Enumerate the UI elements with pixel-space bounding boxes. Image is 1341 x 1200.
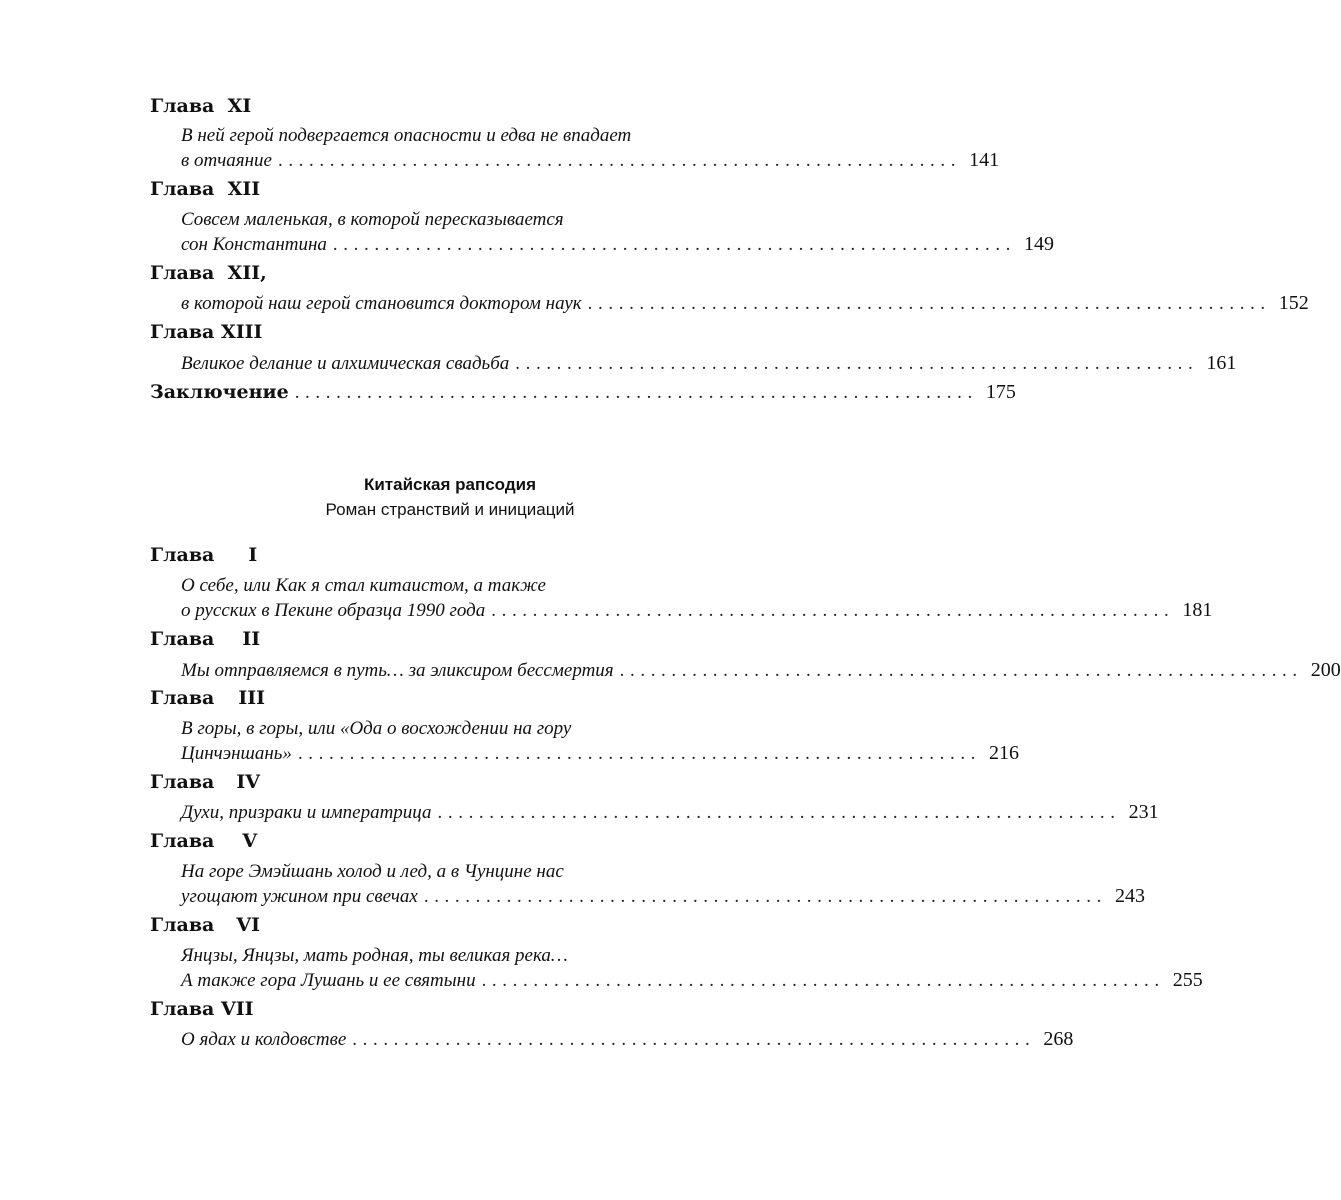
toc-entry[interactable] [181, 1027, 1074, 1051]
chapter-label: Глава [150, 178, 215, 200]
chapter-title-line: А также гора Лушань и ее святыни [181, 970, 476, 991]
chapter-title-line: в отчаяние [181, 150, 272, 171]
toc-entry[interactable] [181, 658, 1341, 682]
chapter-label: Глава [150, 95, 215, 117]
page-number: 149 [1024, 233, 1055, 255]
chapter-heading [150, 997, 254, 1021]
chapter-title-line: сон Константина [181, 234, 327, 255]
chapter-heading [150, 829, 257, 853]
page-number: 175 [985, 381, 1016, 403]
chapter-number: XI [227, 95, 252, 117]
chapter-heading [150, 320, 262, 344]
toc-entry[interactable] [181, 968, 1203, 992]
toc-entry[interactable] [181, 351, 1237, 375]
dot-leader: .................................................................. [423, 886, 1107, 907]
conclusion-title: Заключение [150, 381, 289, 403]
dot-leader: .................................................................. [587, 293, 1271, 314]
dot-leader: .................................................................. [352, 1029, 1036, 1050]
toc-entry[interactable] [181, 800, 1159, 824]
chapter-number: V [242, 830, 258, 852]
page-number: 243 [1114, 885, 1145, 907]
chapter-label: Глава [150, 321, 215, 343]
dot-leader: .................................................................. [515, 353, 1199, 374]
dot-leader: .................................................................. [277, 150, 962, 171]
toc-entry[interactable] [181, 232, 1055, 256]
page-number: 231 [1128, 801, 1159, 823]
chapter-label: Глава [150, 830, 215, 852]
toc-entry[interactable] [181, 148, 1000, 172]
chapter-title-line: Великое делание и алхимическая свадьба [181, 353, 510, 374]
chapter-heading [150, 627, 260, 651]
chapter-title-line: Янцзы, Янцзы, мать родная, ты великая река… [181, 945, 568, 966]
dot-leader: .................................................................. [297, 743, 982, 764]
chapter-title-line: о русских в Пекине образца 1990 года [181, 600, 486, 621]
section-subtitle: Роман странствий и инициаций [325, 500, 575, 519]
chapter-title-line: На горе Эмэйшань холод и лед, а в Чунцине нас [181, 861, 564, 882]
chapter-label: Глава [150, 687, 215, 709]
chapter-label: Глава [150, 998, 215, 1020]
page-number: 152 [1278, 292, 1309, 314]
toc-entry-conclusion[interactable] [150, 380, 1016, 404]
chapter-label: Глава [150, 628, 215, 650]
chapter-number: VI [236, 914, 260, 936]
toc-entry[interactable] [181, 598, 1213, 622]
chapter-title-line: О себе, или Как я стал китаистом, а также [181, 575, 546, 596]
chapter-number: II [242, 628, 261, 650]
chapter-heading [150, 913, 260, 937]
page-number: 200 [1310, 659, 1341, 681]
toc-entry[interactable] [181, 741, 1020, 765]
section-title: Китайская рапсодия [363, 475, 536, 494]
dot-leader: .................................................................. [491, 600, 1175, 621]
toc-entry[interactable] [181, 884, 1145, 908]
page-number: 216 [989, 742, 1020, 764]
chapter-title-line: О ядах и колдовстве [181, 1029, 347, 1050]
dot-leader: .................................................................. [437, 802, 1121, 823]
chapter-title-line: В горы, в горы, или «Ода о восхождении на гору [181, 718, 572, 739]
chapter-number: III [238, 687, 266, 709]
chapter-number: XII [227, 178, 261, 200]
toc-entry[interactable] [181, 291, 1309, 315]
chapter-title-line: Духи, призраки и императрица [181, 802, 432, 823]
chapter-label: Глава [150, 914, 215, 936]
page-number: 181 [1182, 599, 1213, 621]
chapter-title-line: Цинчэншань» [181, 743, 292, 764]
chapter-title-line: в которой наш герой становится доктором наук [181, 293, 582, 314]
chapter-heading [150, 770, 260, 794]
chapter-label: Глава [150, 262, 215, 284]
chapter-heading [150, 686, 265, 710]
chapter-title-line: В ней герой подвергается опасности и едва не впадает [181, 125, 632, 146]
chapter-number: XII, [227, 262, 267, 284]
chapter-heading [150, 543, 257, 567]
page-number: 255 [1172, 969, 1203, 991]
chapter-heading [150, 177, 260, 201]
dot-leader: .................................................................. [294, 382, 978, 403]
chapter-number: XIII [220, 321, 263, 343]
dot-leader: .................................................................. [619, 660, 1303, 681]
dot-leader: .................................................................. [332, 234, 1017, 255]
chapter-heading [150, 261, 267, 285]
page-number: 161 [1206, 352, 1237, 374]
chapter-number: VII [220, 998, 254, 1020]
page-number: 268 [1043, 1028, 1074, 1050]
page-number: 141 [969, 149, 1000, 171]
chapter-title-line: угощают ужином при свечах [181, 886, 418, 907]
dot-leader: .................................................................. [481, 970, 1165, 991]
chapter-number: IV [236, 771, 260, 793]
chapter-number: I [248, 544, 258, 566]
chapter-title-line: Совсем маленькая, в которой пересказывается [181, 209, 564, 230]
chapter-label: Глава [150, 544, 215, 566]
chapter-title-line: Мы отправляемся в путь… за эликсиром бессмертия [181, 660, 614, 681]
chapter-heading [150, 94, 251, 118]
chapter-label: Глава [150, 771, 215, 793]
